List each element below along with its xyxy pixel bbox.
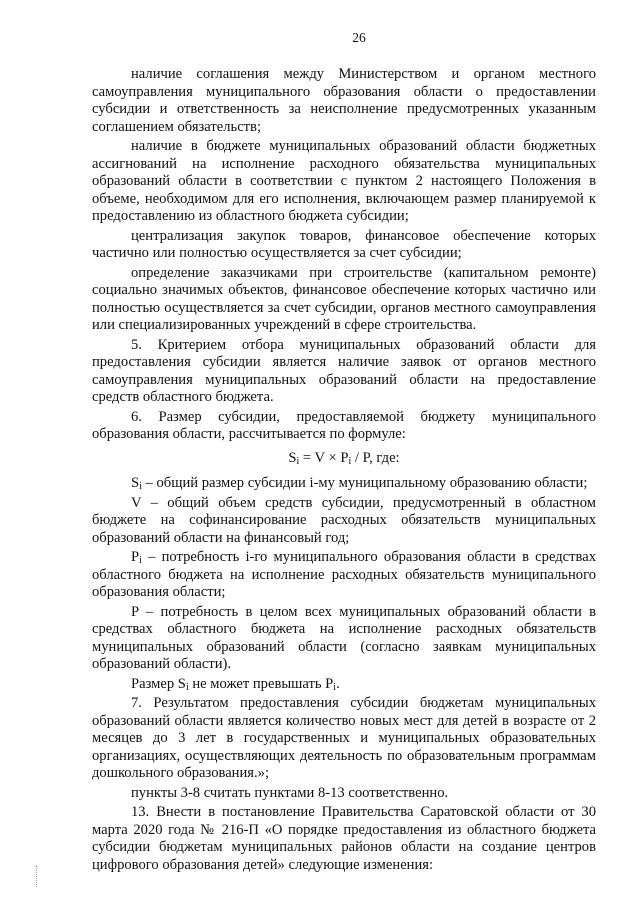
formula-s: S (288, 449, 297, 466)
paragraph-budget-allocations: наличие в бюджете муниципальных образований области бюджетных ассигнований на исполнение расходного обязательства муниципальных образований области в соответствии с пунктом 2 настоящего Положения в объеме, необходимом для его исполнения, включающем размер планируемой к предоставлению из областного бюджета субсидии; (92, 138, 596, 224)
limit-statement (92, 676, 596, 694)
paragraph-amendment-13: 13. Внести в постановление Правительства Саратовской области от 30 марта 2020 года № 216-П «О порядке предоставления из областного бюджета субсидии бюджетам муниципальных районов области на создание центров цифрового образования детей» следующие изменения: (92, 804, 596, 873)
limit-part-c: . (336, 675, 340, 692)
page-number: 26 (352, 30, 366, 45)
paragraph-agreement: наличие соглашения между Министерством и органом местного самоуправления муниципального образования области о предоставлении субсидии и ответственность за неисполнение предусмотренных указанным соглашением обязательств; (92, 66, 596, 135)
subsidy-formula (92, 450, 596, 468)
scan-artifact (36, 865, 39, 887)
definition-pi-text: – потребность i-го муниципального образования области в средствах областного бюджета на исполнение расходных обязательств муниципального образования области; (92, 549, 596, 600)
definition-pi-symbol: P (131, 549, 140, 565)
definition-v: V – общий объем средств субсидии, предусмотренный в областном бюджете на софинансирование расходных обязательств муниципальных образований области на финансовый год; (92, 494, 596, 546)
paragraph-subsidy-size: 6. Размер субсидии, предоставляемой бюджету муниципального образования области, рассчитывается по формуле: (92, 408, 596, 442)
definition-si-subscript: i (139, 481, 142, 492)
paragraph-result: 7. Результатом предоставления субсидии бюджетам муниципальных образований области является количество новых мест для детей в возрасте от 2 месяцев до 3 лет в государственных и муниципальных образовательных организациях, осуществляющих деятельность по образовательным программам дошкольного образования.»; (92, 695, 596, 781)
definition-si (92, 475, 596, 493)
definition-p: P – потребность в целом всех муниципальных образований области в средствах областного бюджета на исполнение расходных обязательств муниципальных образований области (согласно заявкам муниципальных образований области). (92, 603, 596, 672)
definition-pi (92, 549, 596, 602)
definition-si-symbol: S (131, 475, 140, 491)
limit-part-b: не может превышать P (188, 675, 334, 692)
definition-pi-subscript: i (139, 555, 142, 566)
limit-subscript-1: i (185, 681, 189, 693)
formula-s-subscript: i (296, 455, 300, 467)
paragraph-customers: определение заказчиками при строительстве (капитальном ремонте) социально значимых объектов, финансовое обеспечение которых частично или полностью осуществляется за счет субсидии, органов местного самоуправления или специализированных учреждений в сфере строительства. (92, 264, 596, 333)
formula-end: / P, где: (351, 449, 400, 466)
document-body (92, 66, 596, 874)
formula-middle: = V × P (299, 449, 349, 466)
paragraph-criterion: 5. Критерием отбора муниципальных образований области для предоставления субсидии является наличие заявок от органов местного самоуправления муниципальных образований области на предоставление средств областного бюджета. (92, 336, 596, 405)
limit-subscript-2: i (333, 681, 337, 693)
paragraph-procurement: централизация закупок товаров, финансовое обеспечение которых частично или полностью осуществляется за счет субсидии; (92, 227, 596, 261)
formula-p-subscript: i (348, 455, 352, 467)
definition-si-text: – общий размер субсидии i-му муниципальному образованию области; (141, 475, 588, 491)
paragraph-renumbering: пункты 3-8 считать пунктами 8-13 соответственно. (131, 784, 449, 801)
limit-part-a: Размер S (131, 675, 186, 692)
